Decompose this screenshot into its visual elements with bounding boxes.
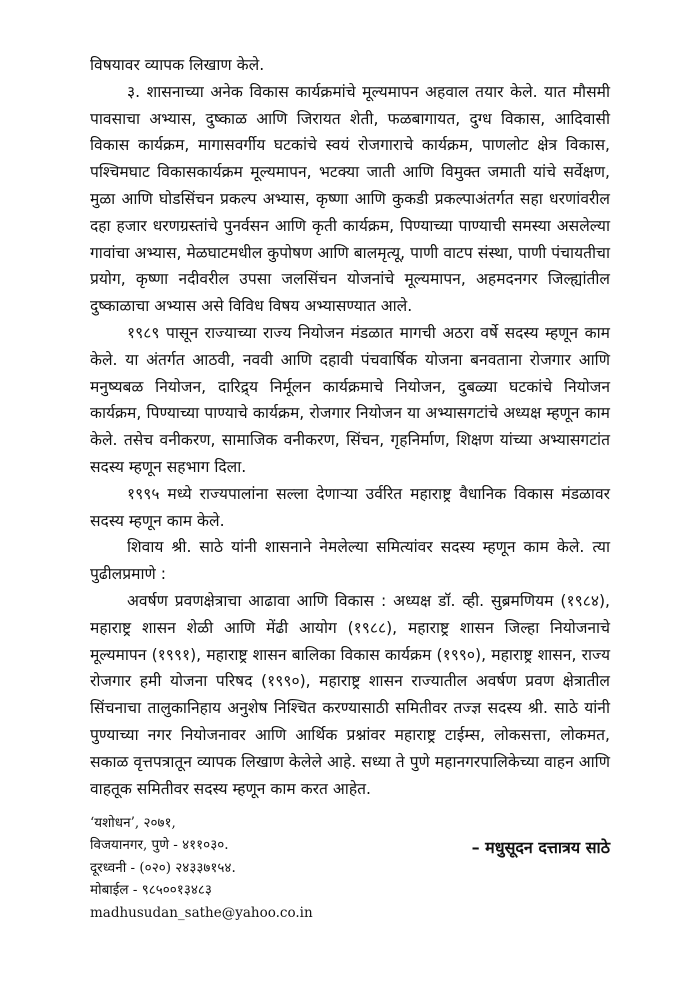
- address-line-2: विजयानगर, पुणे - ४११०३०.: [90, 837, 229, 854]
- body-text: [90, 52, 610, 802]
- paragraph-evaluation-reports: ३. शासनाच्या अनेक विकास कार्यक्रमांचे मूल्यमापन अहवाल तयार केले. यात मौसमी पावसाचा अभ्यास, दुष्काळ आणि जिरायत शेती, फळबागायत, दुग्ध विकास, आदिवासी विकास कार्यक्रम, मागासवर्गीय घटकांचे स्वयं रोजगाराचे कार्यक्रम, पाणलोट क्षेत्र विकास, पश्चिमघाट विकासकार्यक्रम मूल्यमापन, भटक्या जाती आणि विमुक्त जमाती यांचे सर्वेक्षण, मुळा आणि घोडसिंचन प्रकल्प अभ्यास, कृष्णा आणि कुकडी प्रकल्पाअंतर्गत सहा धरणांवरील दहा हजार धरणग्रस्तांचे पुनर्वसन आणि कृती कार्यक्रम, पिण्याच्या पाण्याची समस्या असलेल्या गावांचा अभ्यास, मेळघाटमधील कुपोषण आणि बालमृत्यू, पाणी वाटप संस्था, पाणी पंचायतीचा प्रयोग, कृष्णा नदीवरील उपसा जलसिंचन योजनांचे मूल्यमापन, अहमदनगर जिल्ह्यांतील दुष्काळाचा अभ्यास असे विविध विषय अभ्यासण्यात आले.: [90, 82, 610, 316]
- paragraph-committees-intro: शिवाय श्री. साठे यांनी शासनाने नेमलेल्या समित्यांवर सदस्य म्हणून काम केले. त्या पुढीलप्रमाणे :: [90, 538, 610, 584]
- address-line-1: ‘यशोधन’, २०७१,: [90, 815, 176, 831]
- phone-line: दूरध्वनी - (०२०) २४३३७१५४.: [90, 859, 236, 876]
- mobile-line: मोबाईल - ९८५००१३४८३: [90, 882, 212, 899]
- contact-block: [90, 812, 390, 924]
- paragraph-committees-list: अवर्षण प्रवणक्षेत्राचा आढावा आणि विकास : अध्यक्ष डॉ. व्ही. सुब्रमणियम (१९८४), महाराष्ट्र शासन शेळी आणि मेंढी आयोग (१९८८), महाराष्ट्र शासन जिल्हा नियोजनाचे मूल्यमापन (१९९१), महाराष्ट्र शासन बालिका विकास कार्यक्रम (१९९०), महाराष्ट्र शासन, राज्य रोजगार हमी योजना परिषद (१९९०), महाराष्ट्र शासन राज्यातील अवर्षण प्रवण क्षेत्रातील सिंचनाचा तालुकानिहाय अनुशेष निश्चित करण्यासाठी समितीवर तज्ज्ञ सदस्य श्री. साठे यांनी पुण्याच्या नगर नियोजनावर आणि आर्थिक प्रश्नांवर महाराष्ट्र टाईम्स, लोकसत्ता, लोकमत, सकाळ वृत्तपत्रातून व्यापक लिखाण केलेले आहे. सध्या ते पुणे महानगरपालिकेच्या वाहन आणि वाहतूक समितीवर सदस्य म्हणून काम करत आहेत.: [90, 591, 610, 798]
- paragraph-development-board: १९९५ मध्ये राज्यपालांना सल्ला देणाऱ्या उर्वरित महाराष्ट्र वैधानिक विकास मंडळावर सदस्य म्हणून काम केले.: [90, 484, 610, 530]
- paragraph-planning-board: १९८९ पासून राज्याच्या राज्य नियोजन मंडळात मागची अठरा वर्षे सदस्य म्हणून काम केले. या अंतर्गत आठवी, नववी आणि दहावी पंचवार्षिक योजना बनवताना रोजगार आणि मनुष्यबळ नियोजन, दारिद्र्य निर्मूलन कार्यक्रमाचे नियोजन, दुबळ्या घटकांचे नियोजन कार्यक्रम, पिण्याच्या पाण्याचे कार्यक्रम, रोजगार नियोजन या अभ्यासगटांचे अध्यक्ष म्हणून काम केले. तसेच वनीकरण, सामाजिक वनीकरण, सिंचन, गृहनिर्माण, शिक्षण यांच्या अभ्यासगटांत सदस्य म्हणून सहभाग दिला.: [90, 323, 610, 476]
- author-signature: – मधुसूदन दत्तात्रय साठे: [471, 838, 610, 857]
- email-line: madhusudan_sathe@yahoo.co.in: [90, 904, 313, 921]
- paragraph-continuation: विषयावर व्यापक लिखाण केले.: [90, 56, 265, 74]
